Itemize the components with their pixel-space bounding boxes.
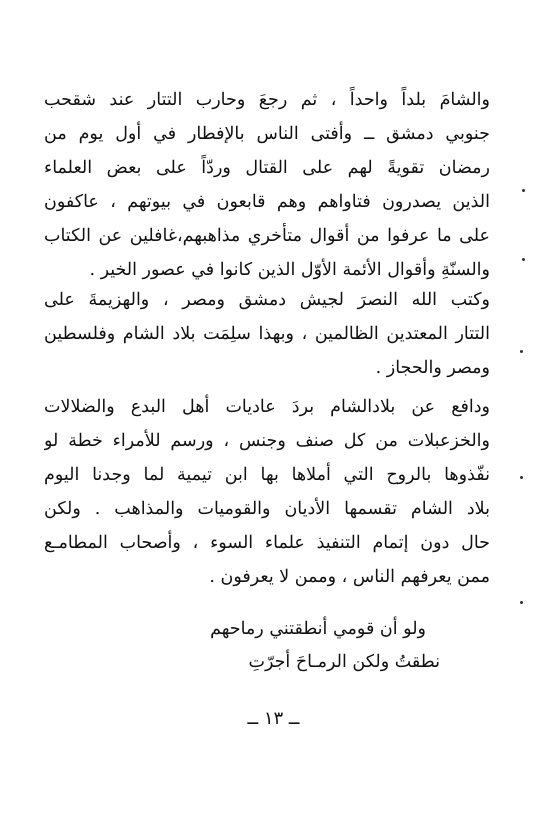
poem-line-1: ولو أن قومي أنطقتني رماحهم bbox=[210, 619, 426, 639]
paragraph-line: حال دون إتمام التنفيذ علماء السوء ، وأصحاب المطامـع bbox=[44, 533, 490, 553]
paragraph-2 bbox=[44, 283, 490, 385]
paragraph-line: الذين يصدرون فتاواهم وهم قابعون في بيوتهم ، عاكفون bbox=[44, 192, 490, 212]
paragraph-line: بلاد الشام تقسمها الأديان والقوميات والمذاهب . ولكن bbox=[44, 499, 490, 519]
margin-speck bbox=[522, 258, 525, 261]
margin-speck bbox=[520, 601, 523, 604]
paragraph-line: التتار المعتدين الظالمين ، وبهذا سلِمَت بلاد الشام وفلسطين bbox=[44, 324, 490, 344]
paragraph-line: والخزعبلات من كل صنف وجنس ، ورسم للأمراء خطة لو bbox=[44, 431, 490, 451]
paragraph-line: على ما عرفوا من أقوال متأخري مذاهبهم،غافلين عن الكتاب bbox=[44, 226, 490, 246]
margin-speck bbox=[522, 189, 525, 192]
paragraph-line: وكتب الله النصرَ لجيش دمشق ومصر ، والهزيمةَ على bbox=[44, 290, 490, 310]
paragraph-line: رمضان تقويةً لهم على القتال وردّاً على بعض العلماء bbox=[44, 158, 490, 178]
paragraph-line: ممن يعرفهم الناس ، وممن لا يعرفون . bbox=[209, 567, 490, 587]
paragraph-3 bbox=[44, 390, 490, 594]
paragraph-line: ومصر والحجاز . bbox=[375, 358, 490, 378]
paragraph-line: نفّذوها بالروح التي أملاها بها ابن تيمية لما وجدنا اليوم bbox=[44, 465, 490, 485]
paragraph-line: والسنّةِ وأقوال الأئمة الأوّل الذين كانوا في عصور الخير . bbox=[89, 260, 490, 280]
margin-speck bbox=[520, 476, 523, 479]
margin-speck bbox=[520, 350, 523, 353]
paragraph-line: ودافع عن بلادالشام بردَ عاديات أهل البدع والضلالات bbox=[44, 397, 490, 417]
paragraph-line: والشامَ بلداً واحداً ، ثم رجعَ وحارب التتار عند شقحب bbox=[44, 90, 490, 110]
poem-line-2: نطقتُ ولكن الرمـاحَ أجرّتِ bbox=[248, 652, 440, 672]
paragraph-line: جنوبي دمشق ــ وأفتى الناس بالإفطار في أول يوم من bbox=[44, 124, 490, 144]
page-number: ــ ١٣ ــ bbox=[247, 708, 300, 729]
paragraph-1 bbox=[44, 83, 490, 287]
